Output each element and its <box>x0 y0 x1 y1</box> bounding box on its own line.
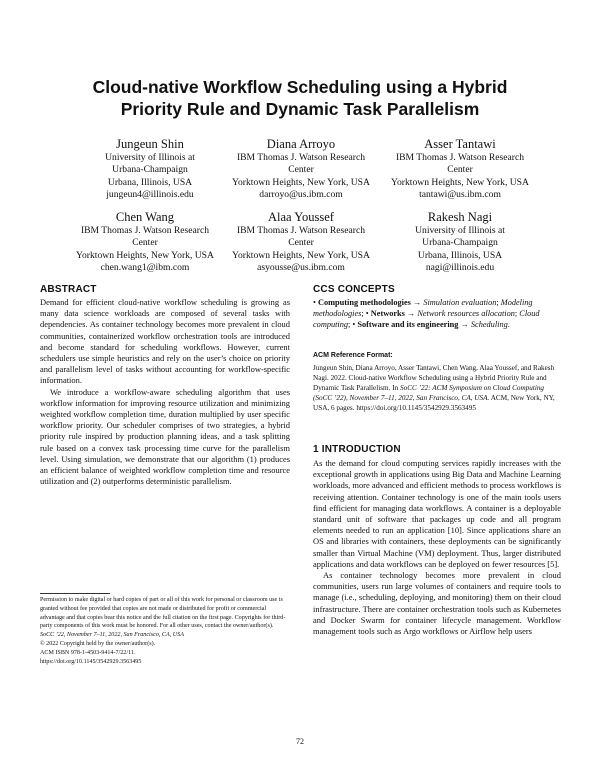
author-affiliation: Center <box>447 164 473 176</box>
author-affiliation: IBM Thomas J. Watson Research <box>236 225 366 236</box>
ccs-sep: ; <box>496 298 501 307</box>
isbn-line: ACM ISBN 978-1-4503-9414-7/22/11. <box>40 649 136 656</box>
intro-paragraph: As container technology becomes more prevalent in cloud communities, users run large volumes of containers and require tools to manage (i.e., scheduling, deploying, and monitoring) them on their cloud infrastructure. There are container orchestration tools such as Kubernetes and Docker Swarm for container lifecycle management. Workflow management tools such as Argo workflows or Airflow help users <box>313 570 561 637</box>
doi-link[interactable]: https://doi.org/10.1145/3542929.3563495 <box>40 658 142 665</box>
abstract-paragraph: Demand for efficient cloud-native workflow scheduling is growing as many data science workloads are composed of several tasks with dependencies. As container technology becomes more prevalent in cloud communities, containerized workflow orchestration tools are introduced and become standard for scheduling workflows. However, current schedulers use simple heuristics and rely on the user’s choice on priority and parallelism level of tasks without accounting for workflow-specific information. <box>40 297 290 386</box>
paper-title <box>40 76 560 120</box>
ccs-heading: CCS CONCEPTS <box>313 284 395 295</box>
author-email: nagi@illinois.edu <box>425 262 495 274</box>
ccs-subterm: Simulation evaluation <box>423 298 497 307</box>
author-email: chen.wang1@ibm.com <box>100 262 190 274</box>
author-affiliation: University of Illinois at <box>415 225 505 236</box>
abstract-body <box>40 297 290 487</box>
ccs-subterm: Cloud computing <box>313 309 540 330</box>
author-block <box>65 137 235 202</box>
title-line-1: Cloud-native Workflow Scheduling using a Hybrid <box>92 77 508 97</box>
ccs-concepts <box>313 297 561 331</box>
ccs-subterm: Modeling methodologies <box>313 298 533 319</box>
author-block <box>375 137 545 202</box>
ccs-end: . <box>507 320 510 330</box>
ccs-arrow: → <box>410 298 424 307</box>
author-block <box>60 210 230 275</box>
ccs-term: Networks <box>370 309 405 319</box>
permission-venue: SoCC ’22, November 7–11, 2022, San Francisco, CA, USA <box>40 632 184 639</box>
author-block <box>216 210 386 275</box>
author-affiliation: IBM Thomas J. Watson Research <box>236 152 366 163</box>
introduction-heading: 1 INTRODUCTION <box>313 444 401 455</box>
abstract-paragraph: We introduce a workflow-aware scheduling algorithm that uses workflow information for improving resource utilization and minimizing weighted workflow completion time, duration multiplied by user specific workflow priority. Our scheduler comprises of two strategies, a hybrid priority rule inspired by production planning ideas, and a task splitting rule based on a convex task processing time curve for the parallelism level. Using simulation, we demonstrate that our algorithm (1) produces an efficient balance of weighted workflow completion time and resource utilization and (2) outperforms deterministic parallelism. <box>40 386 290 487</box>
ccs-subterm: Scheduling <box>470 320 508 330</box>
ccs-term: Software and its engineering <box>357 320 459 330</box>
author-affiliation: IBM Thomas J. Watson Research <box>80 225 210 236</box>
author-name: Asser Tantawi <box>424 137 496 151</box>
author-location: Yorktown Heights, New York, USA <box>391 176 529 188</box>
permission-text: Permission to make digital or hard copies of part or all of this work for personal or classroom use is granted without fee provided that copies are not made or distributed for profit or commercial advantage and that copies bear this notice and the full citation on the first page. Copyrights for third-party components of this work must be honored. For all other uses, contact the owner/author(s). <box>40 597 286 630</box>
ccs-arrow: → <box>458 320 471 330</box>
ccs-bullet: • <box>313 298 318 307</box>
author-location: Yorktown Heights, New York, USA <box>232 249 370 261</box>
ccs-subterm: Network resources allocation <box>417 309 515 319</box>
page-number: 72 <box>296 737 304 746</box>
abstract-heading: ABSTRACT <box>40 284 97 295</box>
author-name: Jungeun Shin <box>116 137 184 151</box>
acm-reference-heading: ACM Reference Format: <box>313 352 393 359</box>
author-block <box>375 210 545 275</box>
author-name: Rakesh Nagi <box>427 210 493 224</box>
author-email: tantawi@us.ibm.com <box>419 189 501 201</box>
author-location: Urbana, Illinois, USA <box>417 249 503 261</box>
ccs-sep: ; <box>514 309 520 319</box>
author-affiliation: Center <box>132 237 158 249</box>
acm-reference-citation: Jungeun Shin, Diana Arroyo, Asser Tantawi, Chen Wang, Alaa Youssef, and Rakesh Nagi. 2022. Cloud-native Workflow Scheduling using a Hybrid Priority Rule and Dynamic Task Parallelism. In <box>313 364 555 392</box>
footnote-rule <box>40 593 110 594</box>
author-affiliation: University of Illinois at <box>105 152 195 163</box>
author-block <box>216 137 386 202</box>
acm-reference-text <box>313 363 561 413</box>
author-email: darroyo@us.ibm.com <box>259 189 343 201</box>
permission-notice <box>40 596 290 666</box>
author-affiliation: Urbana-Champaign <box>112 164 188 176</box>
author-name: Diana Arroyo <box>266 137 336 151</box>
introduction-body <box>313 458 561 637</box>
author-affiliation: Center <box>288 237 314 249</box>
ccs-sep: ; • <box>361 309 371 319</box>
author-email: asyousse@us.ibm.com <box>257 262 345 274</box>
intro-paragraph: As the demand for cloud computing services rapidly increases with the exceptional growth in applications using Big Data and Machine Learning workloads, more advanced and efficient methods to process workflows is receiving attention. Container technology is one of the main tools users find efficient for managing data workflows. A container is a deployable standard unit of software that packages up code and all program elements needed to run an application [10]. Since applications share an OS and libraries with containers, these deployments can be significantly smaller than Virtual Machine (VM) deployment. Thus, larger distributed applications and data workflows can be deployed on fewer resources [5]. <box>313 458 561 569</box>
ccs-sep: ; • <box>348 320 358 330</box>
author-email: jungeun4@illinois.edu <box>106 189 194 201</box>
title-line-2: Priority Rule and Dynamic Task Parallelism <box>120 99 480 119</box>
ccs-term: Computing methodologies <box>317 298 411 307</box>
acm-reference-venue: SoCC ’22: ACM Symposium on Cloud Computing (SoCC ’22), November 7–11, 2022, San Francisco, CA, USA. <box>313 384 545 402</box>
author-affiliation: Center <box>288 164 314 176</box>
author-affiliation: Urbana-Champaign <box>422 237 498 249</box>
author-name: Alaa Youssef <box>268 210 334 224</box>
copyright-line: © 2022 Copyright held by the owner/author(s). <box>40 640 156 647</box>
author-location: Yorktown Heights, New York, USA <box>232 176 370 188</box>
acm-reference-doi: ACM, New York, NY, USA, 6 pages. https://doi.org/10.1145/3542929.3563495 <box>313 394 555 412</box>
author-location: Urbana, Illinois, USA <box>107 176 193 188</box>
author-location: Yorktown Heights, New York, USA <box>76 249 214 261</box>
ccs-arrow: → <box>404 309 418 319</box>
author-name: Chen Wang <box>115 210 175 224</box>
author-affiliation: IBM Thomas J. Watson Research <box>395 152 525 163</box>
